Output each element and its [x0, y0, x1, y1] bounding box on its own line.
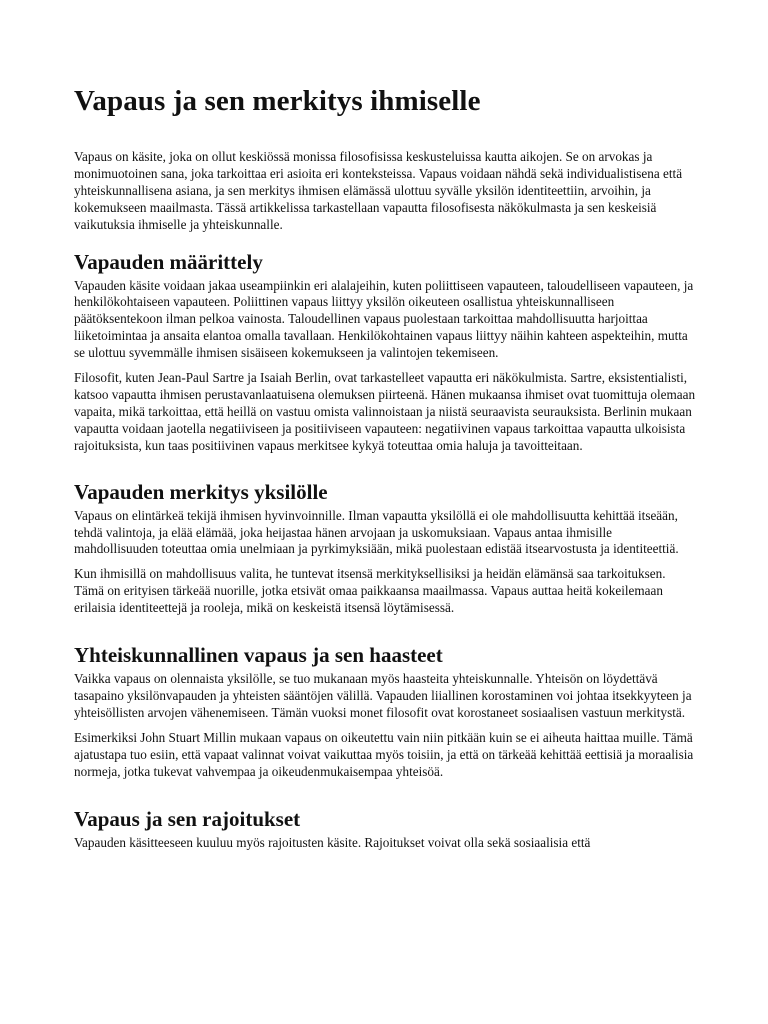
section-paragraph: Kun ihmisillä on mahdollisuus valita, he tuntevat itsensä merkityksellisiksi ja heidän elämänsä saa tarkoituksen. Tämä on erityisen tärkeää nuorille, jotka etsivät omaa paikkaansa maailmassa. Vapaus auttaa heitä kokeilemaan erilaisia identiteettejä ja rooleja, mikä on keskeistä itsensä löytämisessä.: [74, 566, 666, 616]
intro-paragraph: Vapaus on käsite, joka on ollut keskiössä monissa filosofisissa keskusteluissa kautta aikojen. Se on arvokas ja monimuotoinen sana, joka tarkoittaa eri asioita eri konteksteissa. Vapaus voidaan nähdä sekä individualistisena että yhteiskunnallisena asiana, ja sen merkitys ihmisen elämässä ulottuu syvälle yksilön identiteettiin, arvoihin, ja kokemukseen maailmasta. Tässä artikkelissa tarkastellaan vapautta filosofisesta näkökulmasta ja sen keskeisiä vaikutuksia ihmiselle ja yhteiskunnalle.: [74, 149, 683, 232]
section-paragraph: Vaikka vapaus on olennaista yksilölle, se tuo mukanaan myös haasteita yhteiskunnalle. Yhteisön on löydettävä tasapaino yksilönvapauden ja yhteisten sääntöjen välillä. Vapauden liiallinen korostaminen voi johtaa itsekkyyteen ja yhteisöllisten arvojen vähenemiseen. Tämän vuoksi monet filosofit ovat korostaneet sosiaalisen vastuun merkitystä.: [74, 671, 692, 720]
document-page: [74, 0, 697, 852]
section-paragraph: Vapaus on elintärkeä tekijä ihmisen hyvinvoinnille. Ilman vapautta yksilöllä ei ole mahdollisuutta kehittää itseään, tehdä valintoja, ja elää elämää, joka heijastaa hänen arvojaan ja uskomuksiaan. Vapaus antaa ihmisille mahdollisuuden toteuttaa omia unelmiaan ja pyrkimyksiään, mikä puolestaan edistää itsearvostusta ja identiteettiä.: [74, 507, 679, 557]
section-paragraph: Vapauden käsitteeseen kuuluu myös rajoitusten käsite. Rajoitukset voivat olla sekä sosiaalisia että: [74, 835, 591, 851]
section-heading: Yhteiskunnallinen vapaus ja sen haasteet: [74, 643, 443, 668]
section-individual: [74, 479, 697, 617]
section-limitations: [74, 806, 697, 852]
section-paragraph: Vapauden käsite voidaan jakaa useampiinkin eri alalajeihin, kuten poliittiseen vapauteen, taloudelliseen vapauteen, ja henkilökohtaiseen vapauteen. Poliittinen vapaus liittyy yksilön oikeuteen osallistua yhteiskunnalliseen päätöksentekoon ilman pelkoa vainosta. Taloudellinen vapaus puolestaan tarkoittaa mahdollisuutta harjoittaa liiketoimintaa ja ansaita elantoa omalla tavallaan. Henkilökohtainen vapaus liittyy näihin kahteen aspekteihin, mutta se ulottuu syvemmälle ihmisen sisäiseen kokemukseen ja valintojen tekemiseen.: [74, 277, 694, 361]
document-title: Vapaus ja sen merkitys ihmiselle: [74, 85, 481, 117]
section-paragraph: Filosofit, kuten Jean-Paul Sartre ja Isaiah Berlin, ovat tarkastelleet vapautta eri näkökulmista. Sartre, eksistentialisti, katsoo vapautta ihmisen perustavanlaatuisena olemuksen piirteenä. Hänen mukaansa ihmiset ovat tuomittuja olemaan vapaita, mikä tarkoittaa, että heillä on vastuu omista valinnoistaan ja niistä seuraavista seurauksista. Berlinin mukaan vapautta voidaan jaotella negatiiviseen ja positiiviseen vapauteen: negatiivinen vapaus tarkoittaa vapautta ulkoisista rajoituksista, kun taas positiivinen vapaus merkitsee kykyä toteuttaa omia haluja ja tavoitteitaan.: [74, 370, 696, 453]
section-heading: Vapauden määrittely: [74, 249, 263, 274]
section-society: [74, 642, 697, 780]
section-heading: Vapauden merkitys yksilölle: [74, 479, 328, 504]
section-definition: [74, 249, 697, 455]
section-paragraph: Esimerkiksi John Stuart Millin mukaan vapaus on oikeutettu vain niin pitkään kuin se ei aiheuta haittaa muille. Tämä ajatustapa tuo esiin, että vapaat valinnat voivat vaikuttaa myös toisiin, ja että on tärkeää kehittää eettisiä ja moraalisia normeja, jotka tukevat vahvempaa ja oikeudenmukaisempaa yhteisöä.: [74, 729, 694, 779]
section-heading: Vapaus ja sen rajoitukset: [74, 807, 301, 832]
